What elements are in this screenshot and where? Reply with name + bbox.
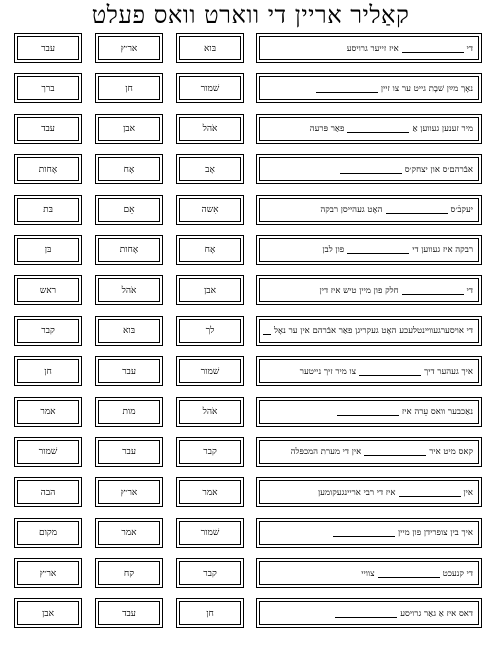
- sentence-after: איז זייער גרויסע: [346, 43, 399, 54]
- word-choice: מקום: [17, 521, 79, 545]
- sentence-text: [259, 400, 479, 424]
- sentence-box: [256, 356, 482, 386]
- answer-blank[interactable]: [347, 245, 409, 254]
- word-choice-box: [14, 154, 82, 184]
- word-choice: עבד: [17, 117, 79, 141]
- answer-blank[interactable]: [402, 44, 464, 53]
- word-choice: שׁמור: [179, 359, 241, 383]
- word-choice: אמר: [98, 521, 160, 545]
- answer-blank[interactable]: [359, 367, 421, 376]
- worksheet-row: [0, 316, 501, 356]
- word-choice-box: [95, 154, 163, 184]
- word-choice: שׁמור: [179, 76, 241, 100]
- word-choice: בּת: [17, 198, 79, 222]
- word-choice-box: [176, 598, 244, 628]
- word-choice: חן: [179, 601, 241, 625]
- worksheet-row: [0, 558, 501, 598]
- word-choice-box: [176, 114, 244, 144]
- sentence-before: די: [466, 285, 473, 296]
- sentence-box: [256, 598, 482, 628]
- sentence-before: אבֿרהם׳ס און יצחק׳ס: [404, 164, 473, 175]
- worksheet-row: [0, 477, 501, 517]
- answer-blank[interactable]: [386, 205, 448, 214]
- sentence-text: [259, 359, 479, 383]
- word-choice-box: [176, 397, 244, 427]
- word-choice: אָח: [179, 238, 241, 262]
- answer-blank[interactable]: [316, 84, 378, 93]
- sentence-box: [256, 518, 482, 548]
- word-choice-box: [95, 316, 163, 346]
- word-choice-box: [176, 518, 244, 548]
- sentence-text: [259, 440, 479, 464]
- sentence-text: [259, 319, 479, 343]
- word-choice-box: [14, 33, 82, 63]
- worksheet-row: [0, 518, 501, 558]
- word-choice: עבד: [98, 601, 160, 625]
- word-choice: חן: [17, 359, 79, 383]
- sentence-box: [256, 437, 482, 467]
- page-title: קאַליר אריין די ווארט וואס פעלט: [91, 1, 410, 29]
- word-choice: ראש: [17, 278, 79, 302]
- sentence-box: [256, 275, 482, 305]
- word-choice: בּוא: [98, 319, 160, 343]
- sentence-box: [256, 316, 482, 346]
- word-choice: קח: [98, 561, 160, 585]
- word-choice-box: [176, 33, 244, 63]
- word-choice: קבר: [179, 440, 241, 464]
- word-choice: קבר: [179, 561, 241, 585]
- sentence-before: דאס איז אַ גאַר גרויסע: [400, 608, 473, 619]
- word-choice-box: [95, 114, 163, 144]
- word-choice-box: [14, 316, 82, 346]
- sentence-text: [259, 157, 479, 181]
- answer-blank[interactable]: [402, 286, 464, 295]
- sentence-after: פאַר פּרעה: [309, 124, 345, 135]
- sentence-after: האָט געהייסן רבקה: [320, 205, 383, 216]
- word-choice: אמר: [179, 480, 241, 504]
- sentence-before: די קנעכט: [442, 568, 473, 579]
- answer-blank[interactable]: [333, 528, 395, 537]
- sentence-before: די: [466, 43, 473, 54]
- word-choice: שׁמור: [17, 440, 79, 464]
- answer-blank[interactable]: [364, 447, 426, 456]
- word-choice: אבן: [17, 601, 79, 625]
- word-choice-box: [95, 437, 163, 467]
- word-choice-box: [14, 275, 82, 305]
- word-choice: אִשה: [179, 198, 241, 222]
- word-choice-box: [176, 154, 244, 184]
- word-choice-box: [14, 518, 82, 548]
- word-choice: אמר: [17, 400, 79, 424]
- sentence-text: [259, 278, 479, 302]
- word-choice-box: [95, 356, 163, 386]
- worksheet-row: [0, 598, 501, 638]
- sentence-after: צוויי: [361, 568, 375, 579]
- answer-blank[interactable]: [340, 165, 402, 174]
- answer-blank[interactable]: [347, 124, 409, 133]
- word-choice-box: [176, 275, 244, 305]
- word-choice: בּוא: [179, 36, 241, 60]
- sentence-box: [256, 477, 482, 507]
- word-choice-box: [176, 235, 244, 265]
- sentence-after: אין די מערת המכפּלה: [290, 447, 362, 458]
- sentence-after: צו מיר זיך נייטער: [299, 366, 357, 377]
- word-choice: אָב: [179, 157, 241, 181]
- answer-blank[interactable]: [378, 569, 440, 578]
- sentence-after: חלק פון מיין טיש איז דין: [319, 285, 399, 296]
- word-choice: אר׳ץ: [17, 561, 79, 585]
- worksheet-row: [0, 33, 501, 73]
- word-choice-box: [95, 235, 163, 265]
- sentence-text: [259, 198, 479, 222]
- sentence-text: [259, 76, 479, 100]
- word-choice-box: [14, 558, 82, 588]
- word-choice: אֹהל: [179, 400, 241, 424]
- word-choice-box: [176, 356, 244, 386]
- word-choice-box: [95, 33, 163, 63]
- answer-blank[interactable]: [263, 326, 271, 335]
- word-choice: מות: [98, 400, 160, 424]
- worksheet-row: [0, 195, 501, 235]
- sentence-box: [256, 195, 482, 225]
- worksheet-row: [0, 235, 501, 275]
- word-choice: אָח: [98, 157, 160, 181]
- word-choice-box: [14, 397, 82, 427]
- word-choice-box: [14, 477, 82, 507]
- worksheet-row: [0, 154, 501, 194]
- word-choice-box: [95, 195, 163, 225]
- word-choice-box: [14, 195, 82, 225]
- word-choice: אֹהל: [179, 117, 241, 141]
- word-choice-box: [95, 275, 163, 305]
- sentence-before: מיר זענען געווען אַ: [412, 124, 473, 135]
- worksheet-grid: [0, 33, 501, 639]
- word-choice: קבר: [17, 319, 79, 343]
- sentence-before: נאָך מײַן שׁבָת גייט ער צו זיין: [380, 83, 473, 94]
- word-choice: שׁמור: [179, 521, 241, 545]
- word-choice-box: [176, 195, 244, 225]
- sentence-before: נאַכבער וואס עֵרה איז: [401, 407, 473, 418]
- sentence-box: [256, 154, 482, 184]
- word-choice-box: [176, 316, 244, 346]
- word-choice-box: [176, 477, 244, 507]
- worksheet-row: [0, 275, 501, 315]
- word-choice: אֵם: [98, 198, 160, 222]
- word-choice-box: [176, 73, 244, 103]
- word-choice: אר׳ץ: [98, 480, 160, 504]
- sentence-text: [259, 601, 479, 625]
- word-choice: אֹהל: [98, 278, 160, 302]
- sentence-box: [256, 33, 482, 63]
- sentence-before: רבקה איז געווען די: [412, 245, 473, 256]
- word-choice: אבן: [179, 278, 241, 302]
- sentence-after: פון לבן: [322, 245, 345, 256]
- word-choice: אָחות: [17, 157, 79, 181]
- sentence-after: איז די רבי אריינגעקומען: [318, 487, 396, 498]
- word-choice: אר׳ץ: [98, 36, 160, 60]
- word-choice-box: [14, 437, 82, 467]
- sentence-box: [256, 397, 482, 427]
- worksheet-row: [0, 437, 501, 477]
- sentence-box: [256, 114, 482, 144]
- sentence-box: [256, 235, 482, 265]
- word-choice-box: [14, 114, 82, 144]
- sentence-text: [259, 238, 479, 262]
- word-choice-box: [14, 235, 82, 265]
- word-choice: לך: [179, 319, 241, 343]
- word-choice: חן: [98, 76, 160, 100]
- sentence-before: איך געהער דיך: [424, 366, 473, 377]
- sentence-before: איך בין צופרידן פון מיין: [397, 528, 473, 539]
- worksheet-row: [0, 397, 501, 437]
- word-choice: ברך: [17, 76, 79, 100]
- answer-blank[interactable]: [399, 488, 461, 497]
- word-choice-box: [176, 437, 244, 467]
- word-choice: עבר: [98, 359, 160, 383]
- word-choice-box: [176, 558, 244, 588]
- sentence-text: [259, 36, 479, 60]
- sentence-box: [256, 73, 482, 103]
- word-choice-box: [95, 397, 163, 427]
- word-choice-box: [95, 558, 163, 588]
- sentence-text: [259, 561, 479, 585]
- word-choice: עבר: [17, 36, 79, 60]
- answer-blank[interactable]: [335, 609, 397, 618]
- word-choice-box: [95, 598, 163, 628]
- word-choice-box: [14, 356, 82, 386]
- word-choice-box: [14, 598, 82, 628]
- sentence-box: [256, 558, 482, 588]
- answer-blank[interactable]: [337, 407, 399, 416]
- sentence-before: אין: [463, 487, 473, 498]
- sentence-before: קאס מיט איר: [429, 447, 473, 458]
- word-choice-box: [95, 477, 163, 507]
- sentence-before: יעקבֿ׳ס: [450, 205, 473, 216]
- word-choice: בּן: [17, 238, 79, 262]
- word-choice: הבה: [17, 480, 79, 504]
- word-choice: אבן: [98, 117, 160, 141]
- word-choice-box: [14, 73, 82, 103]
- word-choice-box: [95, 73, 163, 103]
- word-choice: עבר: [98, 440, 160, 464]
- sentence-text: [259, 480, 479, 504]
- sentence-text: [259, 521, 479, 545]
- sentence-text: [259, 117, 479, 141]
- sentence-before: די אױסערגעװײנטלעכע האָט געקריגן פאַר אבֿרהם אין ער נאָל: [274, 326, 473, 337]
- worksheet-row: [0, 114, 501, 154]
- worksheet-row: [0, 356, 501, 396]
- word-choice-box: [95, 518, 163, 548]
- word-choice: אָחות: [98, 238, 160, 262]
- worksheet-row: [0, 73, 501, 113]
